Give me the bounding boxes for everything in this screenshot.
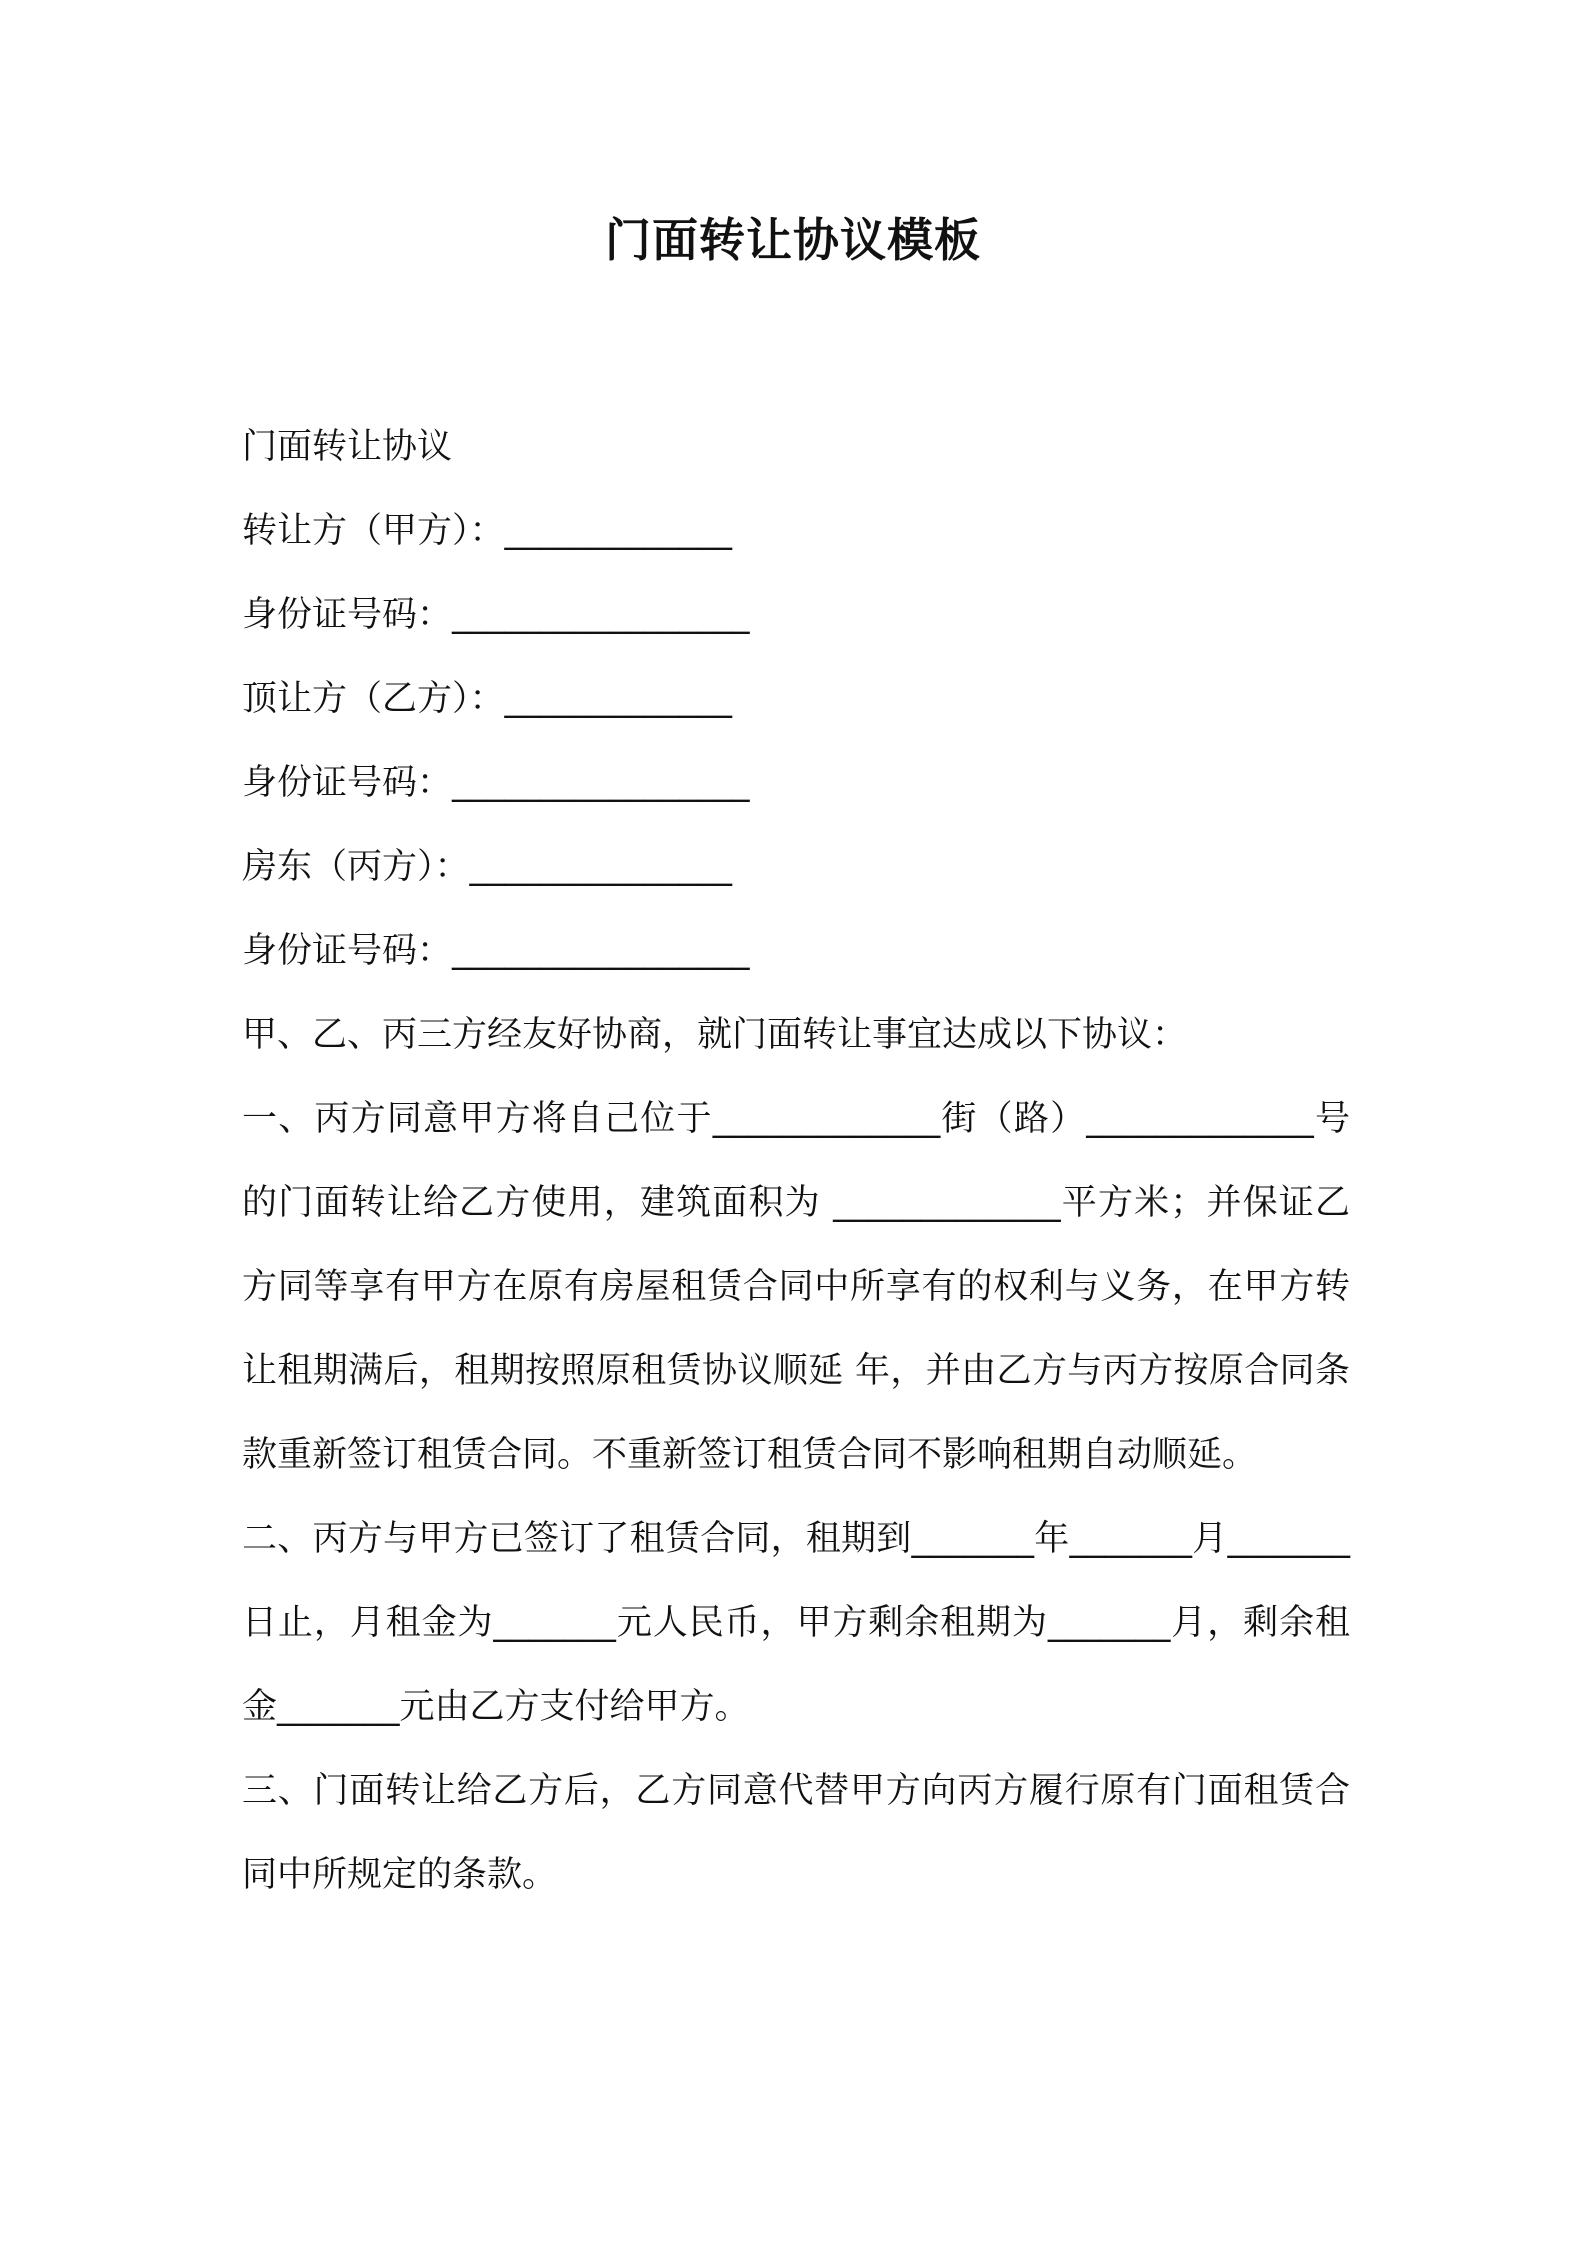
party-b-field: 顶让方（乙方）：_____________: [242, 679, 733, 719]
document-body: [242, 405, 1350, 1917]
document-title: 门面转让协议模板: [605, 213, 981, 267]
party-a-id-field: 身份证号码：_________________: [242, 595, 750, 635]
party-c-field: 房东（丙方）：_______________: [242, 847, 733, 887]
clause-2: 二、丙方与甲方已签订了租赁合同，租期到_______年_______月_______日止，月租金为_______元人民币，甲方剩余租期为_______月，剩余租金_______元由乙方支付给甲方。: [242, 1519, 1350, 1727]
agreement-intro: 甲、乙、丙三方经友好协商，就门面转让事宜达成以下协议：: [242, 1015, 1188, 1055]
party-a-field: 转让方（甲方）：_____________: [242, 511, 733, 551]
party-c-id-field: 身份证号码：_________________: [242, 931, 750, 971]
clause-3: 三、门面转让给乙方后，乙方同意代替甲方向丙方履行原有门面租赁合同中所规定的条款。: [242, 1771, 1350, 1895]
party-b-id-field: 身份证号码：_________________: [242, 763, 750, 803]
clause-1: 一、丙方同意甲方将自己位于_____________街（路）_____________号的门面转让给乙方使用，建筑面积为 _____________平方米；并保证乙方同等享有甲方在原有房屋租赁合同中所享有的权利与义务，在甲方转让租期满后，租期按照原租赁协议顺延 年，并由乙方与丙方按原合同条款重新签订租赁合同。不重新签订租赁合同不影响租期自动顺延。: [242, 1099, 1350, 1475]
agreement-subtitle: 门面转让协议: [242, 427, 453, 467]
